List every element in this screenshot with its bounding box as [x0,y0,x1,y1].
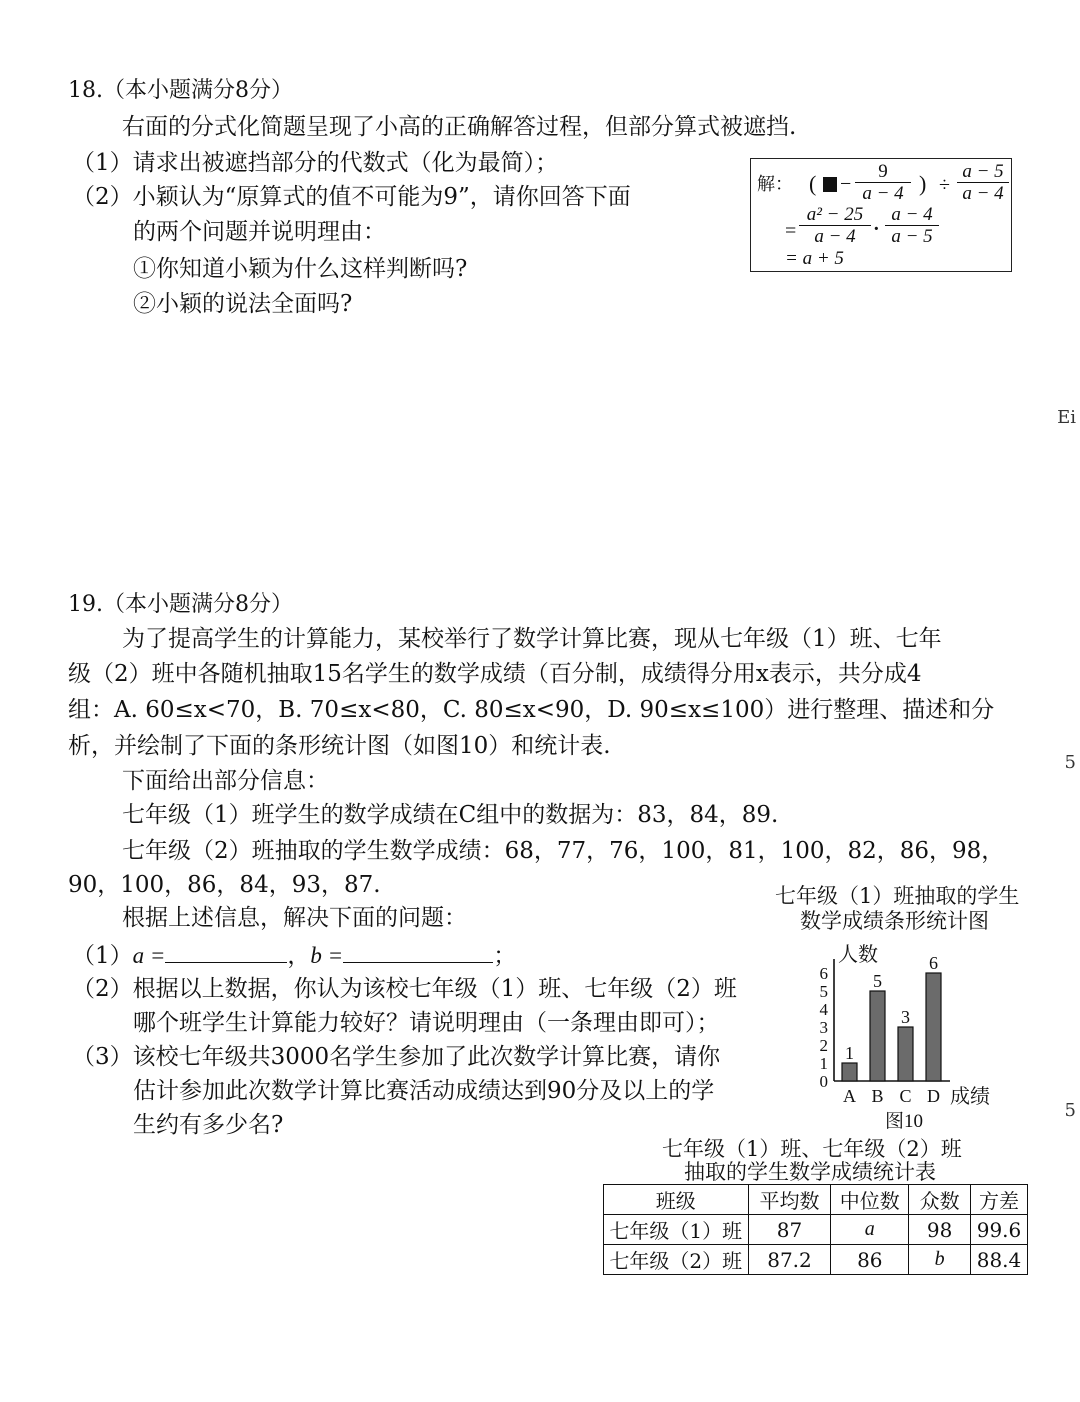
y-tick-label: 2 [819,1036,828,1055]
x-tick-label: D [927,1086,940,1106]
q19-paragraph-line: 级（2）班中各随机抽取15名学生的数学成绩（百分制，成绩得分用x表示，共分成4 [68,661,922,687]
y-tick-label: 4 [819,1000,828,1019]
q18-part1: （1）请求出被遮挡部分的代数式（化为最简）； [72,150,559,176]
y-axis-title: 人数 [838,944,878,966]
bar-chart [800,935,1030,1135]
margin-mark: 5 [1064,1100,1076,1121]
q18-part2-line2: 的两个问题并说明理由： [133,219,386,245]
table-cell: 98 [909,1215,971,1245]
x-tick-label: A [843,1086,856,1106]
y-tick-label: 1 [819,1054,828,1073]
table-header-row [604,1185,1028,1215]
x-tick-label: B [871,1086,884,1106]
q18-part2-line1: （2）小颖认为“原算式的值不可能为9”，请你回答下面 [72,184,631,210]
y-tick-label: 3 [819,1018,828,1037]
chart-title-line1: 七年级（1）班抽取的学生 [775,884,1020,908]
margin-mark: Ei [1057,407,1076,428]
stats-table [603,1184,1028,1275]
table-header-cell: 中位数 [831,1185,909,1215]
answer-blank-b[interactable] [343,940,493,963]
fraction-a2-minus-25-over-a-minus-4: $\frac{\text{a² − 25}}{a - 4}$ [799,205,871,246]
table-header-cell: 方差 [971,1185,1028,1215]
table-cell: 86 [831,1245,909,1275]
bar-A [842,1063,857,1081]
bar-value-label: 6 [929,953,938,973]
variable-a: a = [132,943,166,968]
solution-label: 解： [757,174,793,195]
paren-close: ) [919,171,927,196]
q19-solve-intro: 根据上述信息，解决下面的问题： [122,905,467,931]
q19-question3-line1: （3）该校七年级共3000名学生参加了此次数学计算比赛，请你 [72,1044,721,1070]
bar-C [898,1027,913,1081]
bar-value-label: 1 [845,1043,854,1063]
q19-paragraph-line: 为了提高学生的计算能力，某校举行了数学计算比赛，现从七年级（1）班、七年 [122,626,942,652]
table-header-cell: 班级 [604,1185,749,1215]
y-tick-label: 6 [819,964,828,983]
table-cell: 87 [748,1215,831,1245]
table-row [604,1245,1028,1275]
fraction-a-minus-4-over-a-minus-5: $\frac{a - 4}{a - 5}$ [885,205,939,246]
table-header-cell: 平均数 [748,1185,831,1215]
variable-b: b = [310,943,344,968]
q19-class2-scores-line1: 七年级（2）班抽取的学生数学成绩：68，77，76，100，81，100，82，86，98， [122,838,1005,864]
solution-box [750,158,1012,272]
table-title-line1: 七年级（1）班、七年级（2）班 [662,1137,962,1161]
bar-value-label: 5 [873,971,882,991]
paren-open: ( [809,171,817,196]
q19-question3-line3: 生约有多少名? [133,1112,284,1138]
q18-intro: 右面的分式化简题呈现了小高的正确解答过程，但部分算式被遮挡. [122,114,797,140]
table-title-line2: 抽取的学生数学成绩统计表 [684,1160,936,1184]
table-cell: a [831,1215,909,1245]
table-row [604,1215,1028,1245]
q19-paragraph-line: 组：A. 60≤x<70，B. 70≤x<80，C. 80≤x<90，D. 90≤x≤100）进行整理、描述和分 [68,697,995,723]
y-tick-label: 5 [819,982,828,1001]
multiply-dot: · [873,218,880,240]
covered-block [823,175,837,195]
minus-sign: − [840,173,852,195]
x-tick-label: C [899,1086,912,1106]
table-cell: 88.4 [971,1245,1028,1275]
table-cell: b [909,1245,971,1275]
q19-question1: （1）a = ，b = ； [72,940,516,971]
bar-B [870,991,885,1081]
chart-title-line2: 数学成绩条形统计图 [800,909,989,933]
fraction-9-over-a-minus-4: $\frac{9}{a - 4}$ [855,162,911,203]
q18-sub2: ②小颖的说法全面吗? [133,291,353,317]
fraction-a-minus-5-over-a-minus-4: $\frac{a - 5}{a - 4}$ [957,162,1009,203]
answer-blank-a[interactable] [165,940,287,963]
y-tick-label: 0 [819,1072,828,1091]
figure-caption: 图10 [884,1111,924,1132]
q19-question3-line2: 估计参加此次数学计算比赛活动成绩达到90分及以上的学 [133,1078,715,1104]
solution-result: = a + 5 [785,248,844,269]
equals-sign: = [785,220,797,242]
divide-sign: ÷ [939,174,950,196]
table-cell: 99.6 [971,1215,1028,1245]
bar-value-label: 3 [901,1007,910,1027]
q19-info-intro: 下面给出部分信息： [122,768,329,794]
q19-class2-scores-line2: 90，100，86，84，93，87. [68,872,381,898]
x-axis-title: 成绩 [950,1086,990,1108]
q19-header: 19.（本小题满分8分） [68,592,293,617]
q19-class1-c-group: 七年级（1）班学生的数学成绩在C组中的数据为：83，84，89. [122,802,779,828]
table-header-cell: 众数 [909,1185,971,1215]
q18-sub1: ①你知道小颖为什么这样判断吗? [133,256,468,282]
margin-mark: 5 [1064,752,1076,773]
bar-D [926,973,941,1081]
table-cell: 七年级（2）班 [604,1245,749,1275]
q19-question2-line2: 哪个班学生计算能力较好？请说明理由（一条理由即可）； [133,1010,720,1036]
table-cell: 87.2 [748,1245,831,1275]
table-cell: 七年级（1）班 [604,1215,749,1245]
q18-header: 18.（本小题满分8分） [68,78,293,103]
q19-question2-line1: （2）根据以上数据，你认为该校七年级（1）班、七年级（2）班 [72,976,737,1002]
q19-paragraph-line: 析，并绘制了下面的条形统计图（如图10）和统计表. [68,733,611,759]
